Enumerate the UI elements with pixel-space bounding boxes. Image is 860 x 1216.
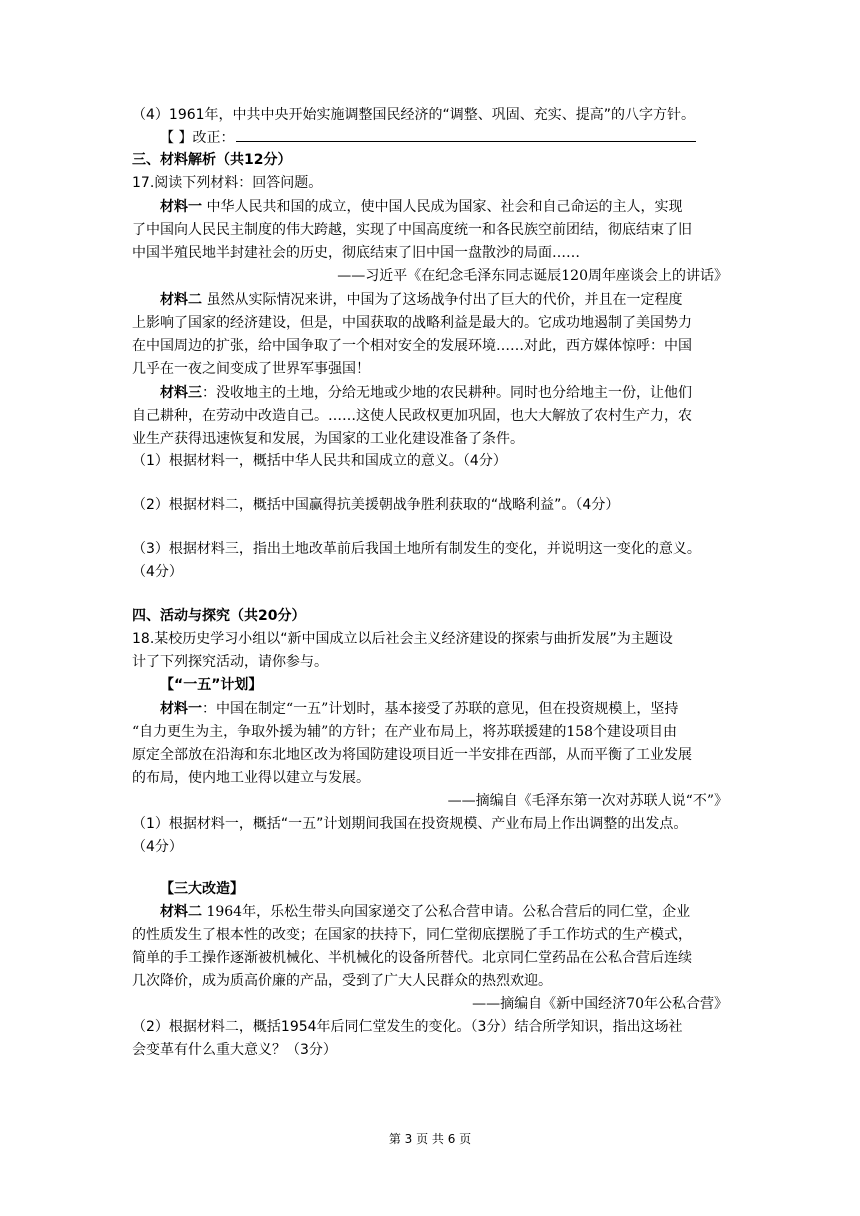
q18-question-2-cont: 会变革有什么重大意义？（3分） [132,1042,337,1058]
q17-question-1: （1）根据材料一，概括中华人民共和国成立的意义。（4分） [132,453,507,469]
q18-question-1-score: （4分） [132,839,183,855]
q17-material-1-source: ——习近平《在纪念毛泽东同志诞辰120周年座谈会上的讲话》 [337,268,728,284]
q17-question-3-score: （4分） [132,564,183,580]
correction-label: 【 】改正： [160,130,235,146]
page-footer: 第 3 页 共 6 页 [388,1132,472,1146]
q17-material-1-line: 了中国向人民民主制度的伟大跨越，实现了中国高度统一和各民族空前团结，彻底结束了旧 [132,222,692,238]
q18-intro-cont: 计了下列探究活动，请你参与。 [132,654,328,670]
q18-material-2-line: 的性质发生了根本性的改变；在国家的扶持下，同仁堂彻底摆脱了手工作坊式的生产模式， [132,927,692,943]
q17-material-2-line: 几乎在一夜之间变成了世界军事强国！ [132,361,370,377]
q18-material-2-source: ——摘编自《新中国经济70年公私合营》 [472,996,728,1012]
section-3-title: 三、材料解析（共12分） [132,152,292,168]
material-label: 材料二 [160,904,202,920]
section-4-title: 四、活动与探究（共20分） [132,608,306,624]
q17-question-3: （3）根据材料三，指出土地改革前后我国土地所有制发生的变化，并说明这一变化的意义。 [132,541,701,557]
q18-intro: 18.某校历史学习小组以“新中国成立以后社会主义经济建设的探索与曲折发展”为主题设 [132,631,673,647]
material-label: 材料二 [160,292,202,308]
q17-material-2-line: 在中国周边的扩张，给中国争取了一个相对安全的发展环境……对此，西方媒体惊呼：中国 [132,338,692,354]
q18-material-1-line: 材料一：中国在制定“一五”计划时，基本接受了苏联的意见，但在投资规模上，坚持 [160,701,679,717]
q17-question-2: （2）根据材料二，概括中国赢得抗美援朝战争胜利获取的“战略利益”。（4分） [132,497,620,513]
q18-question-2: （2）根据材料二，概括1954年后同仁堂发生的变化。（3分）结合所学知识，指出这场社 [132,1019,683,1035]
q18-subtitle-three-transformations: 【三大改造】 [160,881,244,897]
q16-item-4-correction [160,127,760,149]
q18-question-1: （1）根据材料一，概括“一五”计划期间我国在投资规模、产业布局上作出调整的出发点。 [132,816,688,832]
material-label: 材料一 [160,199,202,215]
q16-item-4: （4）1961年，中共中央开始实施调整国民经济的“调整、巩固、充实、提高”的八字方针。 [132,107,696,123]
q18-material-2-line: 几次降价，成为质高价廉的产品，受到了广大人民群众的热烈欢迎。 [132,973,552,989]
q18-material-1-line: 原定全部放在沿海和东北地区改为将国防建设项目近一半安排在西部，从而平衡了工业发展 [132,747,692,763]
q18-subtitle-five-year-plan: 【“一五”计划】 [160,677,263,693]
q17-intro: 17.阅读下列材料：回答问题。 [132,175,323,191]
q17-material-2-line: 上影响了国家的经济建设，但是，中国获取的战略利益是最大的。它成功地遏制了美国势力 [132,315,692,331]
q18-material-1-source: ——摘编自《毛泽东第一次对苏联人说“不”》 [447,793,728,809]
answer-blank[interactable] [236,127,696,142]
q17-material-1-line: 中国半殖民地半封建社会的历史，彻底结束了旧中国一盘散沙的局面…… [132,245,580,261]
q18-material-1-line: “自力更生为主，争取外援为辅”的方针；在产业布局上，将苏联援建的158个建设项目由 [132,724,678,740]
q17-material-1-line: 材料一 中华人民共和国的成立，使中国人民成为国家、社会和自己命运的主人，实现 [160,199,683,215]
material-label: 材料一 [160,701,202,717]
q17-material-3-line: 材料三：没收地主的土地，分给无地或少地的农民耕种。同时也分给地主一份，让他们 [160,385,692,401]
q17-material-2-line: 材料二 虽然从实际情况来讲，中国为了这场战争付出了巨大的代价，并且在一定程度 [160,292,683,308]
q17-material-3-line: 业生产获得迅速恢复和发展，为国家的工业化建设准备了条件。 [132,431,524,447]
material-label: 材料三 [160,385,202,401]
q17-material-3-line: 自己耕种，在劳动中改造自己。……这使人民政权更加巩固，也大大解放了农村生产力，农 [132,408,692,424]
q18-material-2-line: 简单的手工操作逐渐被机械化、半机械化的设备所替代。北京同仁堂药品在公私合营后连续 [132,950,692,966]
q18-material-1-line: 的布局，使内地工业得以建立与发展。 [132,770,370,786]
q18-material-2-line: 材料二 1964年，乐松生带头向国家递交了公私合营申请。公私合营后的同仁堂，企业 [160,904,691,920]
